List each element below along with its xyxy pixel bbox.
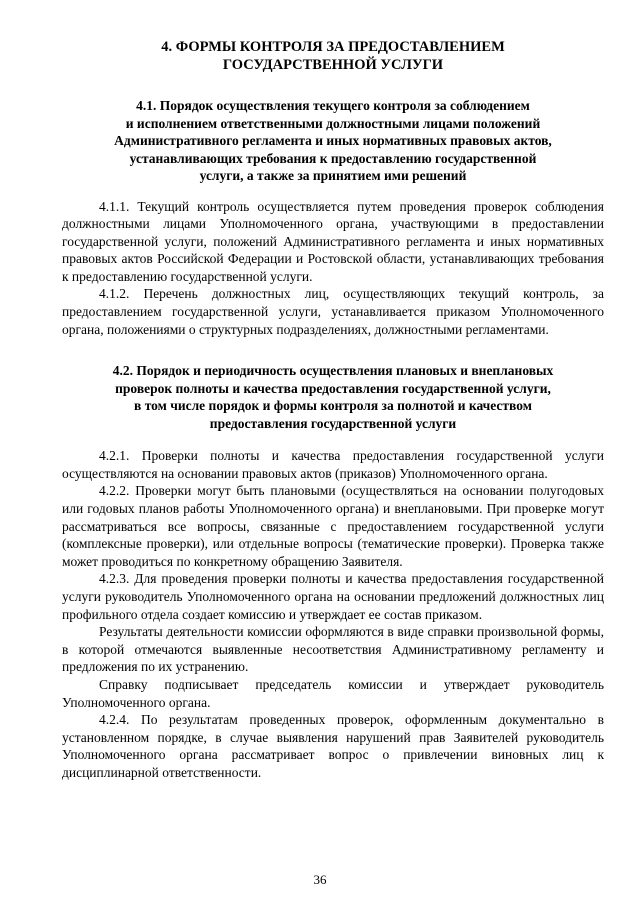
- section-title-line: в том числе порядок и формы контроля за полнотой и качеством: [134, 398, 532, 414]
- section-4-2-title: [62, 362, 604, 432]
- paragraph-4-2-3: 4.2.3. Для проведения проверки полноты и качества предоставления государственной услуги руководитель Уполномоченного органа на основании предложений должностных лиц профильного отдела создает комиссию и утверждает ее состав приказом.: [62, 571, 604, 622]
- document-page: [62, 38, 604, 782]
- section-title-line: 4.2. Порядок и периодичность осуществления плановых и внеплановых: [112, 363, 554, 379]
- chapter-title: [62, 38, 604, 74]
- section-title-line: 4.1. Порядок осуществления текущего контроля за соблюдением: [136, 98, 530, 113]
- section-4-1-title: [62, 97, 604, 185]
- paragraph-report-signing: Справку подписывает председатель комиссии и утверждает руководитель Уполномоченного органа.: [62, 676, 604, 710]
- section-title-line: и исполнением ответственными должностными лицами положений: [125, 115, 541, 131]
- section-title-line: Административного регламента и иных нормативных правовых актов,: [114, 133, 552, 148]
- paragraph-4-2-2: 4.2.2. Проверки могут быть плановыми (осуществляться на основании полугодовых или годовых планов работы Уполномоченного органа) и внеплановыми. При проверке могут рассматриваться все вопросы, связанные с предоставлением государственной услуги (комплексные проверки), или отдельные вопросы (тематические проверки). Проверка также может проводиться по конкретному обращению Заявителя.: [62, 483, 604, 569]
- paragraph-4-2-4: 4.2.4. По результатам проведенных проверок, оформленным документально в установленном порядке, в случае выявления нарушений прав Заявителей руководитель Уполномоченного органа рассматривает вопрос о привлечении виновных лиц к дисциплинарной ответственности.: [62, 712, 604, 780]
- paragraph-4-1-1: 4.1.1. Текущий контроль осуществляется путем проведения проверок соблюдения должностными лицами Уполномоченного органа, участвующими в предоставлении государственной услуги, положений Административного регламента и иных нормативных правовых актов Российской Федерации и Ростовской области, устанавливающих требования к предоставлению государственной услуги.: [62, 198, 604, 284]
- section-4-1-body: [62, 198, 604, 339]
- chapter-title-line: ГОСУДАРСТВЕННОЙ УСЛУГИ: [222, 57, 444, 73]
- paragraph-4-1-2: 4.1.2. Перечень должностных лиц, осуществляющих текущий контроль, за предоставлением государственной услуги, устанавливается приказом Уполномоченного органа, положениями о структурных подразделениях, должностными регламентами.: [62, 286, 604, 337]
- section-title-line: услуги, а также за принятием ими решений: [199, 168, 467, 183]
- paragraph-commission-results: Результаты деятельности комиссии оформляются в виде справки произвольной формы, в которой отмечаются выявленные несоответствия Административному регламенту и предложения по их устранению.: [62, 624, 604, 675]
- section-title-line: устанавливающих требования к предоставлению государственной: [129, 150, 537, 166]
- section-title-line: проверок полноты и качества предоставления государственной услуги,: [115, 380, 551, 396]
- paragraph-4-2-1: 4.2.1. Проверки полноты и качества предоставления государственной услуги осуществляются на основании правовых актов (приказов) Уполномоченного органа.: [62, 448, 604, 481]
- section-title-line: предоставления государственной услуги: [209, 415, 457, 431]
- page-number: 36: [313, 872, 327, 887]
- chapter-title-line: 4. ФОРМЫ КОНТРОЛЯ ЗА ПРЕДОСТАВЛЕНИЕМ: [161, 39, 505, 55]
- section-4-2-body: [62, 447, 604, 781]
